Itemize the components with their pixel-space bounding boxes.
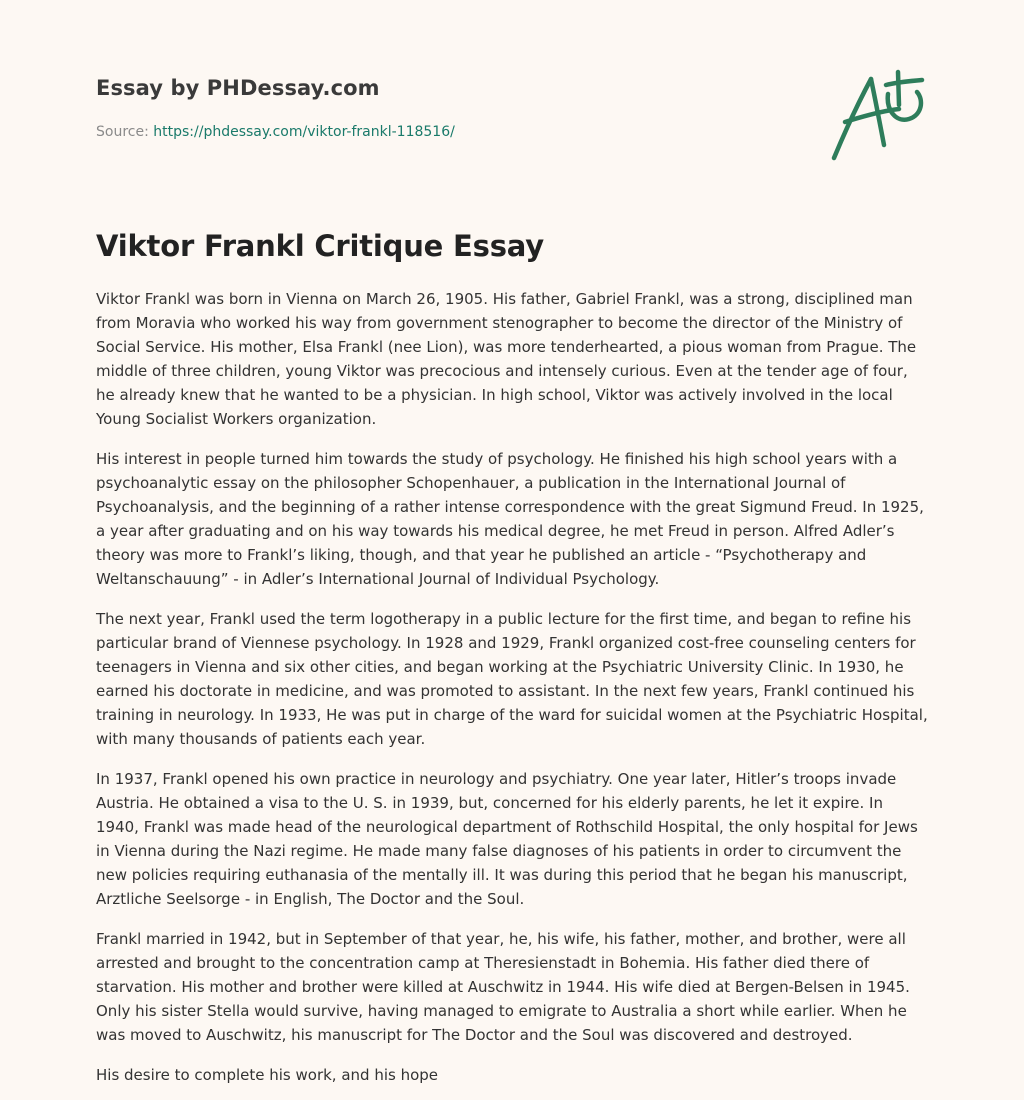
essay-body (96, 287, 928, 1087)
source-link[interactable]: https://phdessay.com/viktor-frankl-118516/ (153, 124, 455, 140)
source-line (96, 124, 455, 140)
page-header (96, 0, 928, 200)
a-plus-logo-icon (826, 66, 930, 166)
essay-title: Viktor Frankl Critique Essay (96, 229, 544, 263)
site-title: Essay by PHDessay.com (96, 76, 380, 100)
essay-paragraph: The next year, Frankl used the term logotherapy in a public lecture for the first time, and began to refine his particular brand of Viennese psychology. In 1928 and 1929, Frankl organized cost-free counseling centers for teenagers in Vienna and six other cities, and began working at the Psychiatric University Clinic. In 1930, he earned his doctorate in medicine, and was promoted to assistant. In the next few years, Frankl continued his training in neurology. In 1933, He was put in charge of the ward for suicidal women at the Psychiatric Hospital, with many thousands of patients each year. (96, 610, 928, 748)
essay-paragraph: Frankl married in 1942, but in September of that year, he, his wife, his father, mother, and brother, were all arrested and brought to the concentration camp at Theresienstadt in Bohemia. His father died there of starvation. His mother and brother were killed at Auschwitz in 1944. His wife died at Bergen-Belsen in 1945. Only his sister Stella would survive, having managed to emigrate to Australia a short while earlier. When he was moved to Auschwitz, his manuscript for The Doctor and the Soul was discovered and destroyed. (96, 930, 910, 1044)
essay-paragraph: His interest in people turned him towards the study of psychology. He finished his high school years with a psychoanalytic essay on the philosopher Schopenhauer, a publication in the International Journal of Psychoanalysis, and the beginning of a rather intense correspondence with the great Sigmund Freud. In 1925, a year after graduating and on his way towards his medical degree, he met Freud in person. Alfred Adler’s theory was more to Frankl’s liking, though, and that year he published an article - “Psychotherapy and Weltanschauung” - in Adler’s International Journal of Individual Psychology. (96, 450, 924, 588)
source-label: Source: (96, 124, 149, 140)
essay-content (96, 200, 928, 1087)
essay-paragraph: Viktor Frankl was born in Vienna on March 26, 1905. His father, Gabriel Frankl, was a strong, disciplined man from Moravia who worked his way from government stenographer to become the director of the Ministry of Social Service. His mother, Elsa Frankl (nee Lion), was more tenderhearted, a pious woman from Prague. The middle of three children, young Viktor was precocious and intensely curious. Even at the tender age of four, he already knew that he wanted to be a physician. In high school, Viktor was actively involved in the local Young Socialist Workers organization. (96, 290, 917, 428)
essay-paragraph: His desire to complete his work, and his hope (96, 1066, 439, 1084)
essay-paragraph: In 1937, Frankl opened his own practice in neurology and psychiatry. One year later, Hitler’s troops invade Austria. He obtained a visa to the U. S. in 1939, but, concerned for his elderly parents, he let it expire. In 1940, Frankl was made head of the neurological department of Rothschild Hospital, the only hospital for Jews in Vienna during the Nazi regime. He made many false diagnoses of his patients in order to circumvent the new policies requiring euthanasia of the mentally ill. It was during this period that he began his manuscript, Arztliche Seelsorge - in English, The Doctor and the Soul. (96, 770, 918, 908)
